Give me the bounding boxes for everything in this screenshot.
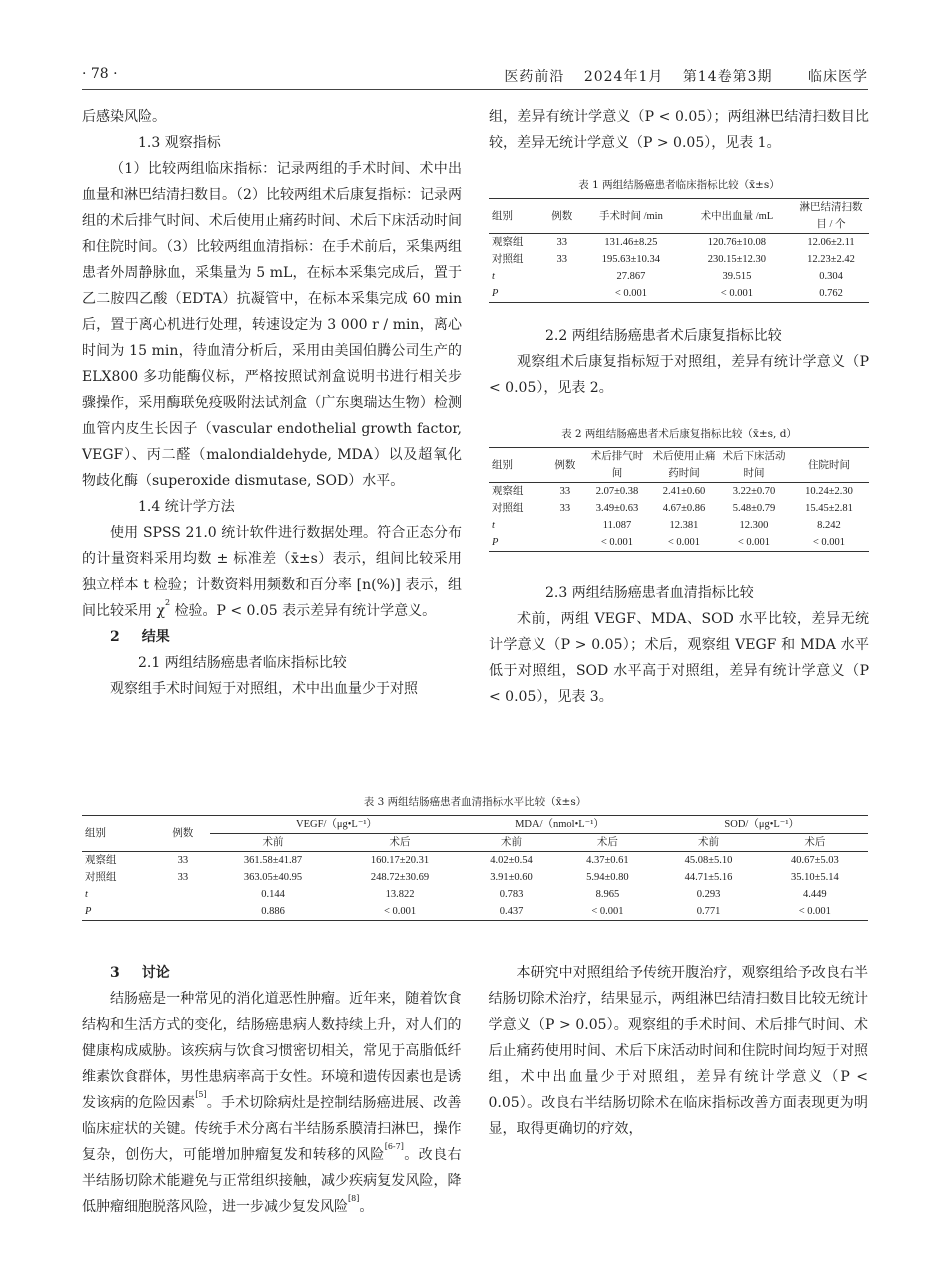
cell	[543, 268, 582, 285]
heading-1-3: 1.3 观察指标	[138, 135, 221, 151]
t1-h-blood: 术中出血量 /mL	[681, 199, 793, 234]
issue-date: 2024年1月	[583, 69, 664, 85]
heading-2-3: 2.3 两组结肠癌患者血清指标比较	[545, 585, 754, 601]
citation-6-7[interactable]: [6-7]	[384, 1142, 404, 1151]
t3-h-sod: SOD/（μg•L⁻¹）	[655, 816, 868, 834]
table-row	[489, 517, 869, 534]
cell: 对照组	[492, 254, 524, 265]
cell: 33	[556, 254, 568, 265]
cell: 观察组	[492, 486, 524, 497]
cell: t	[492, 271, 495, 282]
page-number: · 78 ·	[82, 66, 118, 82]
cell: 12.381	[669, 520, 699, 531]
cell: 4.67±0.86	[662, 503, 706, 514]
paragraph-infection: 后感染风险。	[82, 109, 166, 125]
cell: 5.94±0.80	[586, 872, 629, 883]
right-column	[489, 104, 869, 710]
t2-h-analgesic: 术后使用止痛药时间	[649, 448, 719, 483]
table2-caption: 表 2 两组结肠癌患者术后康复指标比较（x̄±s, d）	[561, 428, 797, 440]
cell: 160.17±20.31	[370, 855, 430, 866]
cell: 195.63±10.34	[601, 254, 661, 265]
t2-h-gas: 术后排气时间	[585, 448, 649, 483]
cell: 观察组	[85, 855, 117, 866]
heading-2-number: 2	[110, 629, 120, 645]
cell: < 0.001	[681, 285, 793, 303]
cell: 4.449	[803, 889, 827, 900]
heading-3-number: 3	[110, 965, 120, 981]
heading-2	[82, 624, 462, 650]
table1-caption: 表 1 两组结肠癌患者临床指标比较（x̄±s）	[578, 179, 780, 191]
t3-h-n: 例数	[156, 816, 209, 852]
cell: 0.762	[793, 285, 869, 303]
cell: 0.886	[210, 903, 337, 921]
cell: 120.76±10.08	[707, 237, 767, 248]
table2-block	[489, 427, 869, 552]
cell: < 0.001	[719, 534, 789, 552]
discussion-text-d: 。	[359, 1199, 374, 1215]
table1-block	[489, 178, 869, 303]
cell: 248.72±30.69	[370, 872, 430, 883]
paragraph-discussion-2: 本研究中对照组给予传统开腹治疗，观察组给予改良右半结肠切除术治疗，结果显示，两组淋巴结清扫数目比较无统计学意义（P > 0.05）。观察组的手术时间、术后排气时间、术后止痛药使用时间、术后下床活动时间和住院时间均短于对照组，术中出血量少于对照组，差异有统计学意义（P < 0.05）。改良右半结肠切除术在临床指标改善方面表现更为明显，取得更确切的疗效，	[488, 965, 868, 1137]
cell: 对照组	[492, 503, 524, 514]
paragraph-2-2: 观察组术后康复指标短于对照组，差异有统计学意义（P < 0.05），见表 2。	[489, 354, 869, 396]
cell	[543, 285, 582, 303]
cell: 3.22±0.70	[732, 486, 776, 497]
running-header	[82, 62, 868, 88]
t3-h-mda-post: 术后	[559, 834, 655, 852]
cell: 230.15±12.30	[707, 254, 767, 265]
cell: 观察组	[492, 237, 524, 248]
t1-h-lymph: 淋巴结清扫数目 / 个	[793, 199, 869, 234]
table1-header	[489, 199, 869, 234]
cell: P	[489, 534, 545, 552]
cell: 4.02±0.54	[490, 855, 533, 866]
table-row	[489, 285, 869, 303]
table-row	[489, 534, 869, 552]
cell: 361.58±41.87	[243, 855, 303, 866]
cell: 35.10±5.14	[790, 872, 839, 883]
t1-h-optime: 手术时间 /min	[581, 199, 681, 234]
cell: 11.087	[602, 520, 632, 531]
heading-3-text: 讨论	[141, 965, 170, 981]
table-row	[489, 251, 869, 268]
t3-h-vegf-pre: 术前	[210, 834, 337, 852]
paragraph-discussion-1	[82, 986, 462, 1220]
cell: 3.49±0.63	[595, 503, 639, 514]
cell: < 0.001	[649, 534, 719, 552]
table3-header-top	[82, 816, 868, 834]
cell: 39.515	[722, 271, 752, 282]
heading-2-1: 2.1 两组结肠癌患者临床指标比较	[138, 655, 347, 671]
cell: < 0.001	[559, 903, 655, 921]
table2-header	[489, 448, 869, 483]
stats-text-a: 使用 SPSS 21.0 统计软件进行数据处理。符合正态分布的计量资料采用均数 ± 标准差（x̄±s）表示，组间比较采用独立样本 t 检验；计数资料用频数和百分率 [n(%)] 表示，组间比较采用 χ	[82, 525, 462, 619]
cell: 33	[559, 486, 571, 497]
cell: 33	[177, 872, 189, 883]
cell	[545, 517, 585, 534]
cell: 8.242	[817, 520, 841, 531]
cell	[156, 886, 209, 903]
cell: 33	[177, 855, 189, 866]
t3-h-vegf: VEGF/（μg•L⁻¹）	[210, 816, 464, 834]
discussion-text-c: 。改良右半结肠切除术能避免与正常组织接触，减少疾病复发风险，降低肿瘤细胞脱落风险，进一步减少复发风险	[82, 1147, 462, 1215]
cell: 0.771	[655, 903, 761, 921]
t3-h-mda-pre: 术前	[464, 834, 560, 852]
cell: < 0.001	[585, 534, 649, 552]
cell: 4.37±0.61	[586, 855, 629, 866]
paragraph-indicators: （1）比较两组临床指标：记录两组的手术时间、术中出血量和淋巴结清扫数目。（2）比较两组术后康复指标：记录两组的术后排气时间、术后使用止痛药时间、术后下床活动时间和住院时间。（3）比较两组血清指标：在手术前后，采集两组患者外周静脉血，采集量为 5 mL，在标本采集完成后，置于乙二胺四乙酸（EDTA）抗凝管中，在标本采集完成 60 min 后，置于离心机进行处理，转速设定为 3 000 r / min，离心时间为 15 min，待血清分析后，采用由美国伯腾公司生产的 ELX800 多功能酶仪标，严格按照试剂盒说明书进行相关步骤操作，采用酶联免疫吸附法试剂盒（广东奥瑞达生物）检测血管内皮生长因子（vascular endothelial growth factor, VEGF）、丙二醛（malondialdehyde, MDA）以及超氧化物歧化酶（superoxide dismutase, SOD）水平。	[82, 161, 462, 489]
journal-info	[490, 66, 868, 86]
table-row	[489, 268, 869, 285]
cell: 3.91±0.60	[490, 872, 533, 883]
table-row	[489, 234, 869, 252]
table-row	[489, 483, 869, 501]
t1-h-n: 例数	[543, 199, 582, 234]
t2-h-n: 例数	[545, 448, 585, 483]
cell: t	[492, 520, 495, 531]
cell: < 0.001	[337, 903, 464, 921]
cell: 2.07±0.38	[595, 486, 639, 497]
table3-caption: 表 3 两组结肠癌患者血清指标水平比较（x̄±s）	[363, 796, 587, 808]
t3-h-sod-pre: 术前	[655, 834, 761, 852]
cell: 131.46±8.25	[604, 237, 658, 248]
discussion-text-a: 结肠癌是一种常见的消化道恶性肿瘤。近年来，随着饮食结构和生活方式的变化，结肠癌患病人数持续上升，对人们的健康构成威胁。该疾病与饮食习惯密切相关，常见于高脂低纤维素饮食群体，男性患病率高于女性。环境和遗传因素也是诱发该病的危险因素	[82, 991, 462, 1111]
paragraph-2-3: 术前，两组 VEGF、MDA、SOD 水平比较，差异无统计学意义（P > 0.05）；术后，观察组 VEGF 和 MDA 水平低于对照组，SOD 水平高于对照组，差异有统计学意义（P < 0.05），见表 3。	[489, 611, 869, 705]
table1	[489, 198, 869, 303]
cell: 13.822	[385, 889, 415, 900]
header-rule	[82, 89, 868, 90]
t3-h-group: 组别	[82, 816, 156, 852]
discussion-section	[82, 960, 868, 1230]
section-name: 临床医学	[808, 69, 868, 85]
cell: 40.67±5.03	[790, 855, 839, 866]
cell: 45.08±5.10	[684, 855, 733, 866]
cell: 12.300	[739, 520, 769, 531]
table-row	[82, 869, 868, 886]
cell: 对照组	[85, 872, 117, 883]
citation-8[interactable]: [8]	[348, 1194, 360, 1203]
heading-2-text: 结果	[141, 629, 170, 645]
cell: P	[489, 285, 543, 303]
cell: 0.437	[464, 903, 560, 921]
cell: 33	[559, 503, 571, 514]
cell: 10.24±2.30	[805, 486, 853, 497]
citation-5[interactable]: [5]	[195, 1090, 207, 1099]
heading-1-4: 1.4 统计学方法	[138, 499, 235, 515]
cell: 33	[556, 237, 568, 248]
table-row	[82, 852, 868, 870]
table3	[82, 815, 868, 921]
cell: 12.06±2.11	[807, 237, 855, 248]
cell: < 0.001	[581, 285, 681, 303]
volume-issue: 第14卷第3期	[682, 69, 773, 85]
cell: 0.293	[696, 889, 721, 900]
cell: 8.965	[595, 889, 620, 900]
table-row	[489, 500, 869, 517]
t2-h-stay: 住院时间	[789, 448, 869, 483]
t3-h-mda: MDA/（nmol•L⁻¹）	[464, 816, 656, 834]
cell	[156, 903, 209, 921]
heading-2-2: 2.2 两组结肠癌患者术后康复指标比较	[545, 328, 782, 344]
paragraph-2-1-cont: 组，差异有统计学意义（P < 0.05）；两组淋巴结清扫数目比较，差异无统计学意义（P > 0.05），见表 1。	[489, 109, 869, 151]
cell: 0.304	[819, 271, 843, 282]
cell: 44.71±5.16	[684, 872, 733, 883]
cell: 363.05±40.95	[243, 872, 303, 883]
table3-block	[82, 795, 868, 921]
table2	[489, 447, 869, 552]
t1-h-group: 组别	[489, 199, 543, 234]
discussion-text-b: 。手术切除病灶是控制结肠癌进展、改善临床症状的关键。传统手术分离右半结肠系膜清扫淋巴，操作复杂，创伤大，可能增加肿瘤复发和转移的风险	[82, 1095, 462, 1163]
cell: t	[85, 889, 88, 900]
cell	[545, 534, 585, 552]
t3-h-vegf-post: 术后	[337, 834, 464, 852]
cell: 27.867	[616, 271, 646, 282]
cell: < 0.001	[789, 534, 869, 552]
cell: 0.783	[499, 889, 524, 900]
journal-name: 医药前沿	[504, 69, 565, 85]
paragraph-2-1-start: 观察组手术时间短于对照组，术中出血量少于对照	[110, 681, 418, 697]
t2-h-ambulation: 术后下床活动时间	[719, 448, 789, 483]
cell: P	[82, 903, 156, 921]
table-row	[82, 886, 868, 903]
cell: < 0.001	[762, 903, 868, 921]
left-column	[82, 104, 462, 702]
heading-3	[82, 960, 462, 986]
cell: 0.144	[261, 889, 285, 900]
chi-superscript: 2	[164, 598, 171, 607]
cell: 5.48±0.79	[732, 503, 776, 514]
t3-h-sod-post: 术后	[762, 834, 868, 852]
paragraph-stats	[82, 520, 462, 624]
cell: 15.45±2.81	[805, 503, 853, 514]
table-row	[82, 903, 868, 921]
t2-h-group: 组别	[489, 448, 545, 483]
cell: 12.23±2.42	[807, 254, 855, 265]
stats-text-b: 检验。P < 0.05 表示差异有统计学意义。	[170, 603, 437, 619]
cell: 2.41±0.60	[662, 486, 706, 497]
